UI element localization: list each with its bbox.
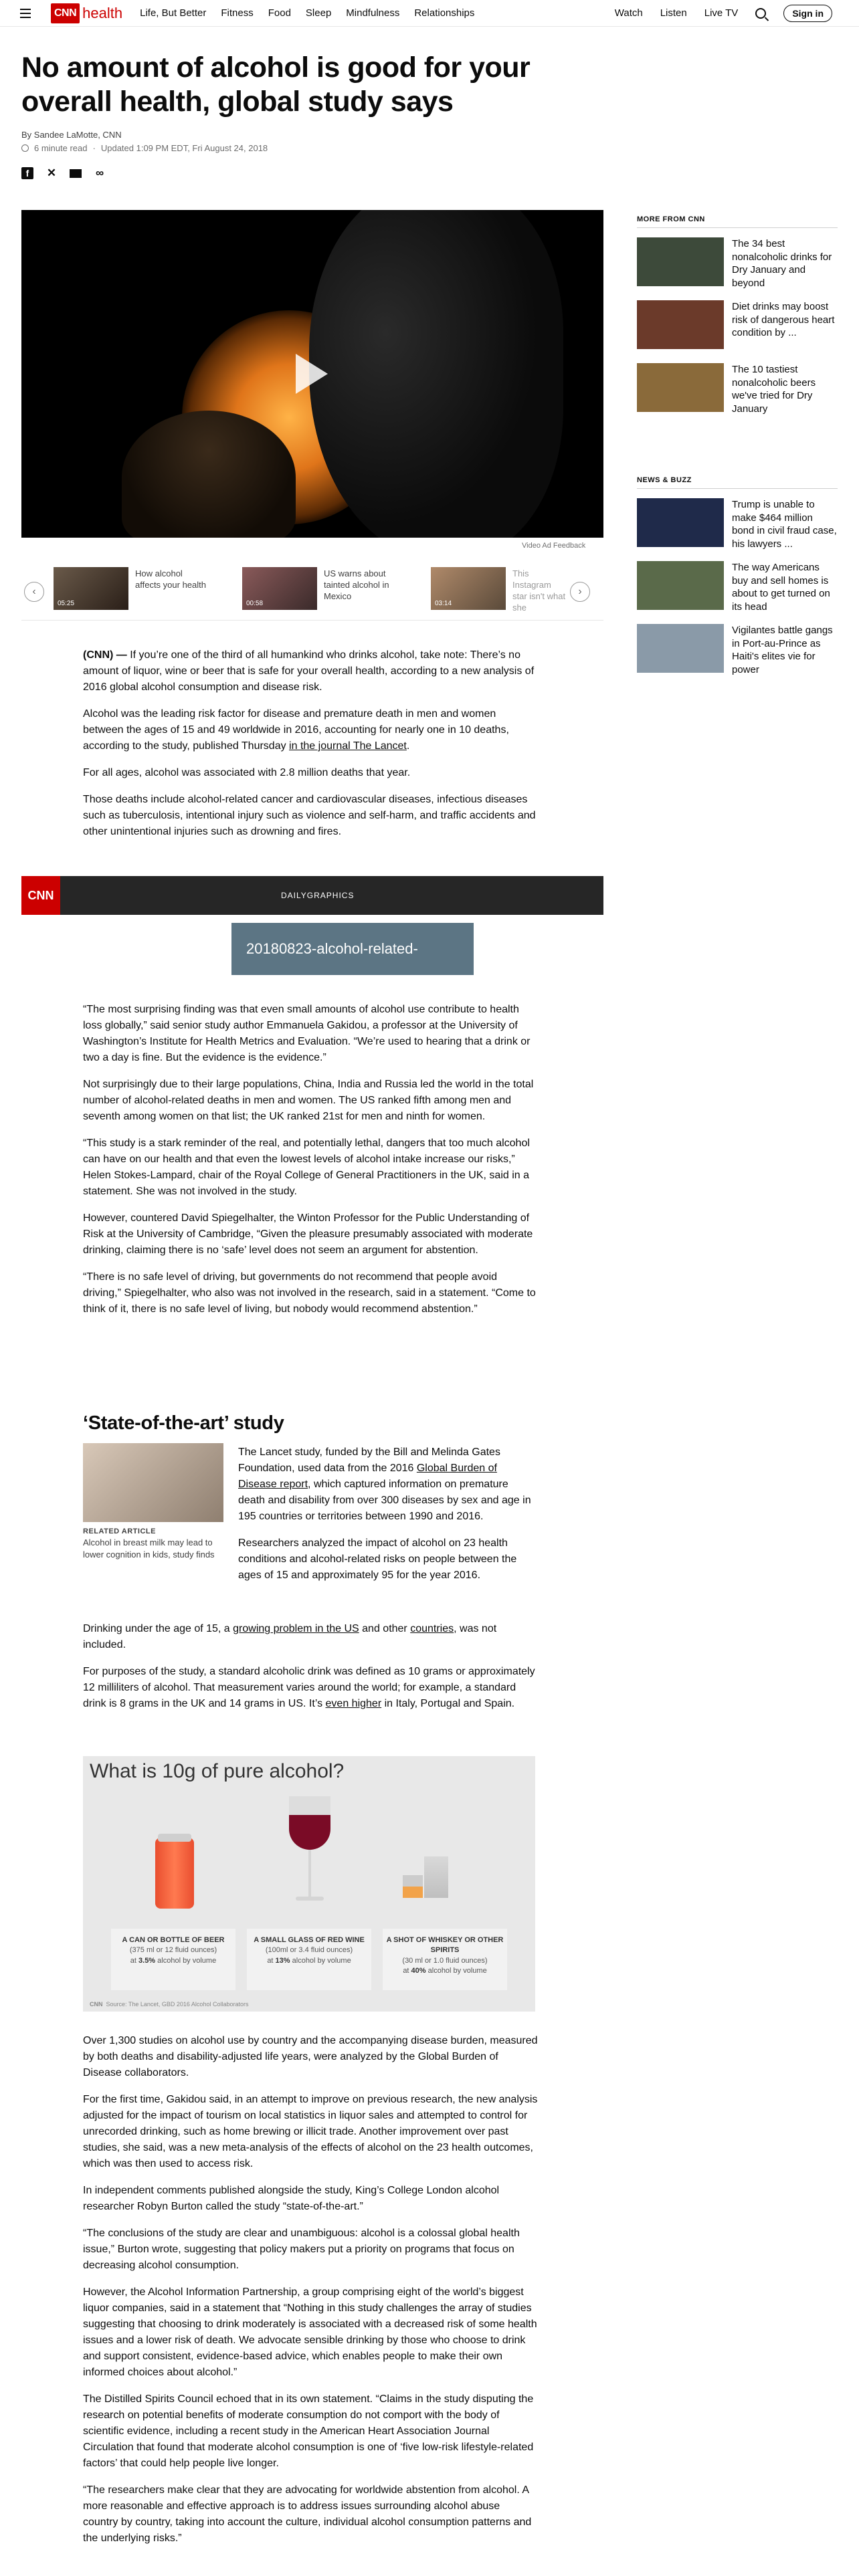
video-carousel [21, 567, 603, 621]
paragraph-text: , which captured information on premature death and disability from over 300 diseases by sex and age in 195 countries or territories between 1990 and 2016. [238, 1479, 531, 1522]
abv-suffix: alcohol by volume [425, 1967, 487, 1975]
paragraph: However, countered David Spiegelhalter, the Winton Professor for the Public Understanding of Risk at the University of Cambridge, “Given the pleasure presumably associated with moderate drinking, claiming there is no ‘safe’ level does not seem an argument for abstention. [83, 1212, 533, 1256]
story-thumbnail [637, 624, 724, 673]
read-time: 6 minute read [34, 143, 88, 153]
paragraph [83, 647, 538, 695]
paragraph [238, 1444, 533, 1525]
paragraph-text: Alcohol was the leading risk factor for disease and premature death in men and women between the ages of 15 and 49 worldwide in 2016, accounting for nearly one in 10 deaths, according to the study, published Thursday [83, 708, 509, 752]
alcohol-infographic [83, 1756, 535, 2012]
abv-percent: 13% [275, 1956, 290, 1965]
live-tv-link[interactable]: Live TV [704, 7, 739, 19]
sign-in-button[interactable]: Sign in [783, 5, 832, 22]
article-body-analysis [83, 2033, 538, 2557]
infographic-source-text: Source: The Lancet, GBD 2016 Alcohol Collaborators [106, 2001, 249, 2008]
menu-icon[interactable] [20, 4, 39, 23]
box-heading: A CAN OR BOTTLE OF BEER [122, 1936, 225, 1944]
paragraph: “The conclusions of the study are clear and unambiguous: alcohol is a colossal global health issue,” Burton wrote, suggesting that policy makers put a priority on programs that focus on decreasing alcohol consumption. [83, 2228, 520, 2271]
video-title: This Instagram star isn't what she [512, 568, 566, 613]
video-thumbnail [242, 567, 317, 610]
top-nav-bar [0, 0, 859, 27]
article-body-quotes [83, 1002, 538, 1328]
sidebar-heading: MORE FROM CNN [637, 215, 838, 228]
carousel-next-icon[interactable]: › [570, 582, 590, 602]
paragraph: For all ages, alcohol was associated with 2.8 million deaths that year. [83, 767, 411, 778]
abv-prefix: at [267, 1956, 276, 1965]
wine-info-box [247, 1929, 371, 1990]
story-title[interactable]: The way Americans buy and sell homes is about to get turned on its head [732, 562, 830, 613]
carousel-prev-icon[interactable]: ‹ [24, 582, 44, 602]
paragraph: “There is no safe level of driving, but governments do not recommend that people avoid driving,” Spiegelhalter, who also was not involved in the research, said in a statement. “Come to think of it, there is no safe level of living, but nobody would recommend abstention.” [83, 1271, 536, 1315]
gbd-report-link[interactable]: Global Burden of Disease report [238, 1463, 497, 1490]
sidebar-story[interactable] [637, 363, 838, 417]
video-duration: 03:14 [435, 600, 452, 607]
carousel-item[interactable] [54, 567, 209, 610]
paragraph: In independent comments published alongside the study, King’s College London alcohol researcher Robyn Burton called the study “state-of-the-art.” [83, 2185, 500, 2212]
paragraph: “The most surprising finding was that even small amounts of alcohol use contribute to health loss globally,” said senior study author Emmanuela Gakidou, a professor at the University of Washington’s Institute for Health Metrics and Evaluation. “We’re used to hearing that a drink or two a day is fine. But the evidence is the evidence.” [83, 1004, 531, 1063]
video-title: US warns about tainted alcohol in Mexico [324, 568, 389, 601]
infographic-brand: CNN [90, 2001, 103, 2008]
growing-problem-link[interactable]: growing problem in the US [233, 1623, 359, 1634]
related-article-card[interactable] [83, 1443, 223, 1560]
broken-image-placeholder: 20180823-alcohol-related- [231, 923, 474, 975]
abv-suffix: alcohol by volume [155, 1956, 217, 1965]
nav-fitness[interactable]: Fitness [221, 7, 254, 19]
paragraph: However, the Alcohol Information Partnership, a group comprising eight of the world’s biggest liquor companies, said in a statement that “Nothing in this study challenges the array of studies suggesting that choosing to drink moderately is associated with a decreased risk of some health issues and a lower risk of death. We advocate sensible drinking by those who choose to drink and support consistent, evidence-based advice, which enables people to make their own informed choices about alcohol.” [83, 2286, 537, 2378]
paragraph: “This study is a stark reminder of the real, and potentially lethal, dangers that too much alcohol can have on our health and that even the lowest levels of alcohol intake increase our risks,” Helen Stokes-Lampard, chair of the Royal College of General Practitioners in the UK, said in a statement. She was not involved in the study. [83, 1138, 530, 1197]
paragraph: Over 1,300 studies on alcohol use by country and the accompanying disease burden, measured by both deaths and disability-adjusted life years, were analyzed by the Global Burden of Disease collaborators. [83, 2035, 538, 2078]
spirits-bottle-icon [424, 1856, 448, 1898]
nav-food[interactable]: Food [268, 7, 291, 19]
box-abv [111, 1956, 235, 1966]
section-nav [140, 7, 474, 19]
byline: By Sandee LaMotte, CNN [21, 130, 122, 140]
nav-life-but-better[interactable]: Life, But Better [140, 7, 207, 19]
sidebar-story[interactable] [637, 237, 838, 291]
infographic-title: What is 10g of pure alcohol? [90, 1760, 345, 1782]
box-heading: A SMALL GLASS OF RED WINE [254, 1936, 365, 1944]
paragraph-text: If you’re one of the third of all humankind who drinks alcohol, take note: There’s no amount of liquor, wine or beer that is safe for your overall health, according to a new analysis of 2016 global alcohol consumption and disease risk. [83, 649, 535, 693]
paragraph [83, 1621, 538, 1653]
story-thumbnail [637, 237, 724, 286]
sidebar-news-buzz [637, 476, 838, 677]
story-thumbnail [637, 300, 724, 349]
video-frame-hand [122, 411, 296, 538]
spirits-info-box [383, 1929, 507, 1990]
video-thumbnail [54, 567, 128, 610]
paragraph [83, 1664, 538, 1712]
box-abv [247, 1956, 371, 1966]
paragraph-text: The Lancet study, funded by the Bill and Melinda Gates Foundation, used data from the 2016 [238, 1446, 500, 1474]
wine-glass-base [296, 1897, 324, 1901]
related-article-image [83, 1443, 223, 1522]
cnn-health-logo[interactable] [51, 3, 122, 23]
paragraph: Researchers analyzed the impact of alcohol on 23 health conditions and alcohol-related risks on people between the ages of 15 and approximately 95 for the year 2016. [238, 1537, 517, 1581]
section-name: health [82, 4, 123, 21]
story-title[interactable]: The 10 tastiest nonalcoholic beers we've tried for Dry January [732, 364, 816, 415]
box-volume: (30 ml or 1.0 fluid ounces) [402, 1956, 488, 1965]
meta-separator: · [92, 143, 96, 153]
nav-mindfulness[interactable]: Mindfulness [346, 7, 400, 19]
paragraph: “The researchers make clear that they are advocating for worldwide abstention from alcohol. A more reasonable and effective approach is to address issues surrounding alcohol abuse country by country, taking into account the culture, individual alcohol consumption patterns and the underlying risks.” [83, 2484, 532, 2544]
related-article-label: RELATED ARTICLE [83, 1527, 156, 1535]
abv-prefix: at [130, 1956, 139, 1965]
story-thumbnail [637, 561, 724, 610]
sidebar-story[interactable] [637, 498, 838, 552]
play-icon[interactable] [296, 354, 328, 394]
related-article-title[interactable]: Alcohol in breast milk may lead to lower cognition in kids, study finds [83, 1537, 215, 1560]
article-headline: No amount of alcohol is good for your overall health, global study says [21, 51, 531, 118]
clock-icon [21, 144, 29, 152]
paragraph: Not surprisingly due to their large populations, China, India and Russia led the world in the total number of alcohol-related deaths in men and women. The US ranked fifth among men and seventh among women on that list; the UK ranked 21st for men and ninth for women. [83, 1079, 534, 1122]
dateline: (CNN) — [83, 649, 127, 661]
story-title[interactable]: Trump is unable to make $464 million bond in civil fraud case, his lawyers ... [732, 499, 837, 550]
nav-sleep[interactable]: Sleep [305, 7, 332, 19]
story-thumbnail [637, 498, 724, 547]
story-thumbnail [637, 363, 724, 412]
beer-info-box [111, 1929, 235, 1990]
updated-timestamp: Updated 1:09 PM EDT, Fri August 24, 2018 [100, 143, 268, 153]
box-abv [383, 1966, 507, 1976]
paragraph-text: in Italy, Portugal and Spain. [381, 1698, 515, 1709]
right-nav [615, 5, 832, 22]
abv-suffix: alcohol by volume [290, 1956, 351, 1965]
dailygraphics-label: DAILYGRAPHICS [281, 891, 355, 900]
lancet-link[interactable]: in the journal The Lancet [289, 740, 407, 752]
paragraph [83, 706, 538, 754]
paragraph: The Distilled Spirits Council echoed that in its own statement. “Claims in the study disputing the research on potential benefits of moderate consumption do not comport with the body of scientific evidence, including a recent study in the American Heart Association Journal Circulation that found that moderate alcohol consumption is one of ‘five low-risk lifestyle-related factors’ that could help people live longer. [83, 2393, 534, 2469]
nav-relationships[interactable]: Relationships [414, 7, 475, 19]
video-frame-face [309, 210, 563, 538]
sidebar-story[interactable] [637, 561, 838, 615]
article-body-intro [83, 647, 538, 851]
paragraph-text: Drinking under the age of 15, a [83, 1623, 233, 1634]
carousel-item[interactable] [431, 567, 566, 614]
story-title[interactable]: The 34 best nonalcoholic drinks for Dry January and beyond [732, 238, 832, 289]
article-body-study [238, 1444, 533, 1594]
sidebar-story[interactable] [637, 624, 838, 677]
section-subhead: ‘State-of-the-art’ study [83, 1412, 284, 1434]
sidebar-heading: NEWS & BUZZ [637, 476, 838, 489]
video-duration: 00:58 [246, 600, 264, 607]
cnn-logo: CNN [21, 876, 60, 915]
sidebar-more-from-cnn [637, 215, 838, 417]
paragraph: For the first time, Gakidou said, in an attempt to improve on previous research, the new analysis adjusted for the impact of tourism on local statistics in liquor sales and attempted to control for unrecorded drinking, such as home brewing or illicit trade. Another improvement over past studies, she said, was a new meta-analysis of the effects of alcohol on the 23 health outcomes, which was then used to access risk. [83, 2094, 538, 2169]
wine-glass-icon [289, 1796, 330, 1850]
video-duration: 05:25 [58, 600, 75, 607]
infographic-source [90, 2001, 248, 2008]
sidebar-story[interactable] [637, 300, 838, 354]
listen-link[interactable]: Listen [660, 7, 687, 19]
box-heading: A SHOT OF WHISKEY OR OTHER SPIRITS [386, 1936, 504, 1955]
cnn-logo-mark: CNN [51, 3, 80, 23]
wine-glass-stem [308, 1850, 311, 1898]
story-title[interactable]: Vigilantes battle gangs in Port-au-Prince as Haiti's elites vie for power [732, 625, 833, 675]
carousel-item[interactable] [242, 567, 397, 610]
box-volume: (100ml or 3.4 fluid ounces) [265, 1946, 353, 1955]
article-body-standard-drink [83, 1621, 538, 1723]
share-bar [21, 167, 106, 179]
video-title: How alcohol affects your health [135, 568, 206, 590]
paragraph-text: For purposes of the study, a standard alcoholic drink was defined as 10 grams or approximately 12 milliliters of alcohol. That measurement varies around the world; for example, a standard drink is 8 grams in the UK and 14 grams in US. It’s [83, 1666, 535, 1709]
box-volume: (375 ml or 12 fluid ounces) [129, 1946, 217, 1955]
watch-link[interactable]: Watch [614, 7, 643, 19]
link-icon[interactable]: ∞ [95, 167, 104, 179]
paragraph-text: , was not included. [83, 1623, 497, 1650]
paragraph-text: and other [359, 1623, 411, 1634]
story-title[interactable]: Diet drinks may boost risk of dangerous heart condition by ... [732, 301, 835, 338]
video-thumbnail [431, 567, 506, 610]
shot-glass-icon [403, 1875, 423, 1898]
dailygraphics-bar [21, 876, 603, 915]
x-twitter-icon[interactable]: ✕ [46, 167, 57, 179]
email-icon[interactable] [70, 169, 82, 178]
abv-percent: 3.5% [138, 1956, 156, 1965]
beer-can-icon [155, 1838, 194, 1909]
video-ad-feedback[interactable]: Video Ad Feedback [522, 542, 586, 550]
video-player[interactable] [21, 210, 603, 538]
paragraph: Those deaths include alcohol-related cancer and cardiovascular diseases, infectious diseases such as tuberculosis, intentional injury such as violence and self-harm, and traffic accidents and other unintentional injuries such as drowning and fires. [83, 794, 536, 837]
facebook-icon[interactable]: f [21, 167, 33, 179]
abv-percent: 40% [411, 1967, 426, 1975]
countries-link[interactable]: countries [410, 1623, 454, 1634]
even-higher-link[interactable]: even higher [325, 1698, 382, 1709]
search-icon[interactable] [755, 8, 766, 19]
abv-prefix: at [403, 1967, 411, 1975]
article-meta [21, 143, 268, 153]
paragraph-text: . [406, 740, 410, 752]
